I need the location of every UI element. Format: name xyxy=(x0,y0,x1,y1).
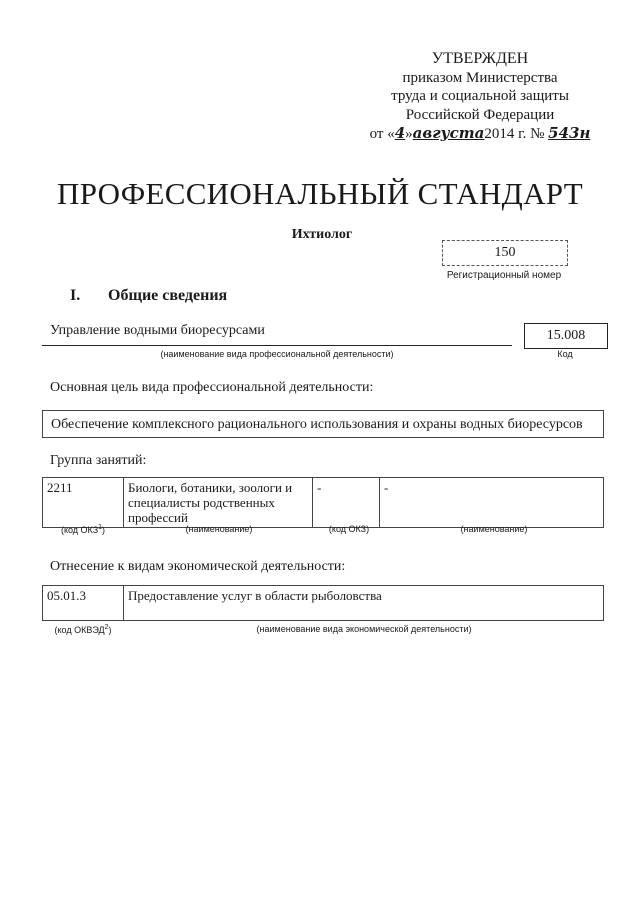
caption-okz-code-1: (код ОКЗ$^1$) xyxy=(60,524,106,535)
occupation-code-2: - xyxy=(313,478,380,528)
footnote-mark-1: 1 xyxy=(98,524,103,531)
caption-okz-code-2: (код ОКЗ) xyxy=(328,524,370,534)
occupations-label: Группа занятий: xyxy=(50,453,147,468)
occupations-table xyxy=(42,477,604,528)
registration-number-box: 150 xyxy=(442,240,568,266)
caption-okved-name: (наименование вида экономической деятельности) xyxy=(256,624,472,634)
approval-ministry-line: труда и социальной защиты xyxy=(391,88,569,104)
activity-code-box: 15.008 xyxy=(524,323,608,349)
table-row xyxy=(43,478,604,528)
date-day: 4 xyxy=(394,124,406,142)
goal-label: Основная цель вида профессиональной деятельности: xyxy=(50,380,374,395)
economic-label: Отнесение к видам экономической деятельности: xyxy=(50,559,346,574)
date-month: августа xyxy=(412,124,485,142)
date-prefix: от « xyxy=(369,126,395,142)
occupation-name-2: - xyxy=(380,478,604,528)
date-year: 2014 г. № xyxy=(484,126,545,142)
caption-name-1: (наименование) xyxy=(185,524,253,534)
okved-name: Предоставление услуг в области рыболовства xyxy=(124,586,604,621)
caption-name-2: (наименование) xyxy=(460,524,528,534)
approval-date-line xyxy=(360,124,600,144)
occupation-code-1: 2211 xyxy=(43,478,124,528)
activity-underline xyxy=(42,345,512,346)
document-title: ПРОФЕССИОНАЛЬНЫЙ СТАНДАРТ xyxy=(57,176,583,211)
approval-title: УТВЕРЖДЕН xyxy=(431,50,529,67)
date-mid: » xyxy=(405,126,413,142)
order-number: 543н xyxy=(548,124,591,142)
registration-number-label: Регистрационный номер xyxy=(446,270,562,281)
economic-table xyxy=(42,585,604,621)
section-title: Общие сведения xyxy=(108,287,228,304)
activity-code-caption: Код xyxy=(557,349,573,359)
activity-name: Управление водными биоресурсами xyxy=(50,323,265,338)
footnote-mark-2: 2 xyxy=(104,624,109,631)
approval-block xyxy=(360,50,600,144)
profession-title: Ихтиолог xyxy=(291,227,353,242)
goal-box: Обеспечение комплексного рационального использования и охраны водных биоресурсов xyxy=(42,410,604,438)
table-row xyxy=(43,586,604,621)
caption-okved-code: (код ОКВЭД$^2$) xyxy=(54,624,112,635)
approval-country-line: Российской Федерации xyxy=(405,106,555,123)
okved-code: 05.01.3 xyxy=(43,586,124,621)
approval-order-line: приказом Министерства xyxy=(402,69,558,86)
activity-name-caption: (наименование вида профессиональной деятельности) xyxy=(160,349,394,359)
occupation-name-1: Биологи, ботаники, зоологи и специалисты родственных профессий xyxy=(124,478,313,528)
section-number: I. xyxy=(70,287,81,304)
